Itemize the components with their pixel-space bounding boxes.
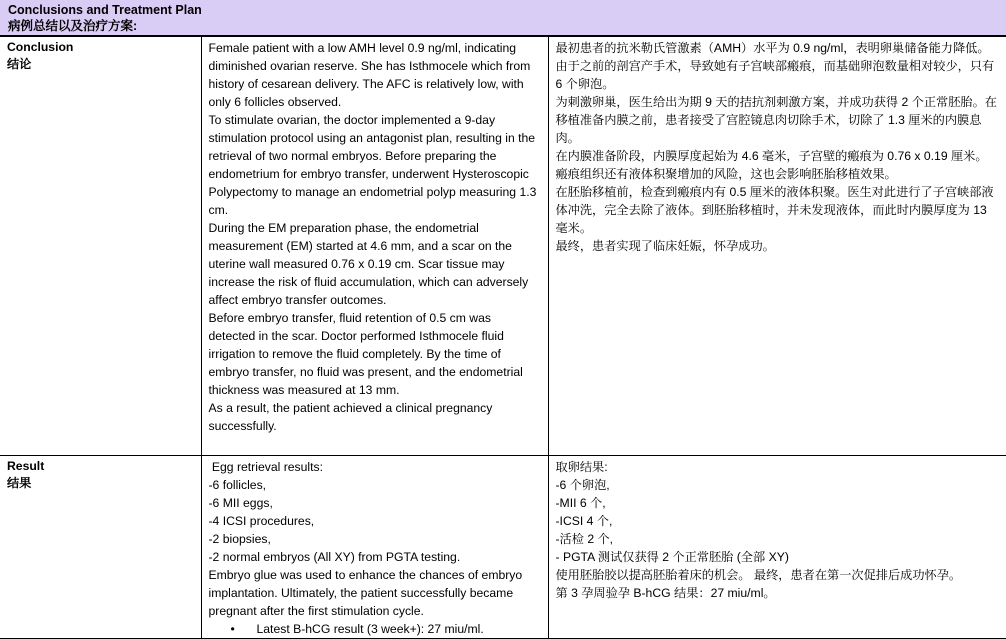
result-english-cell [201,456,548,639]
paragraph: To stimulate ovarian, the doctor implemented a 9-day stimulation protocol using an antagonist plan, resulting in the retrieval of two normal embryos. Before preparing the endometrium for embryo transfer, underwent Hysteroscopic Polypectomy to manage an endometrial polyp measuring 1.3 cm. [208,113,537,217]
section-header [0,0,1006,36]
list-item: -6 follicles, [208,478,267,492]
row-label-zh: 结果 [7,476,32,490]
paragraph: 在内膜准备阶段，内膜厚度起始为 4.6 毫米，子宫壁的瘢痕为 0.76 x 0.19 厘米。瘢痕组织还有液体积聚增加的风险，这也会影响胚胎移植效果。 [555,149,988,181]
paragraph: 第 3 孕周验孕 B-hCG 结果：27 miu/ml。 [555,586,776,600]
paragraph: 最初患者的抗米勒氏管激素（AMH）水平为 0.9 ng/ml，表明卵巢储备能力降低。由于之前的剖宫产手术，导致她有子宫峡部瘢痕，而基础卵泡数量相对较少，只有 6 个卵泡。 [555,41,995,91]
section-title-en: Conclusions and Treatment Plan [8,3,202,17]
paragraph: 在胚胎移植前，检查到瘢痕内有 0.5 厘米的液体积聚。医生对此进行了子宫峡部液体冲洗，完全去除了液体。到胚胎移植时，并未发现液体，而此时内膜厚度为 13 毫米。 [555,185,994,235]
bullet-icon: • [230,622,235,636]
paragraph: 使用胚胎胶以提高胚胎着床的机会。 最终，患者在第一次促排后成功怀孕。 [555,568,962,582]
table-row-conclusion [0,37,1006,456]
conclusion-english-cell [201,37,548,456]
result-chinese-cell [548,456,1006,639]
list-item: -2 biopsies, [208,532,271,546]
paragraph: 为刺激卵巢，医生给出为期 9 天的拮抗剂刺激方案，并成功获得 2 个正常胚胎。在移植准备内膜之前，患者接受了宫腔镜息肉切除手术，切除了 1.3 厘米的内膜息肉。 [555,95,997,145]
paragraph: Before embryo transfer, fluid retention of 0.5 cm was detected in the scar. Doctor performed Isthmocele fluid irrigation to remove the fluid completely. By the time of embryo transfer, no fluid was present, and the endometrial thickness was measured at 13 mm. [208,311,523,397]
list-item: -ICSI 4 个, [555,514,613,528]
paragraph: Embryo glue was used to enhance the chances of embryo implantation. Ultimately, the patient successfully became pregnant after the first stimulation cycle. [208,568,523,618]
paragraph: During the EM preparation phase, the endometrial measurement (EM) started at 4.6 mm, and a scar on the uterine wall measured 0.76 x 0.19 cm. Scar tissue may increase the risk of fluid accumulation, which can adversely affect embryo transfer outcomes. [208,221,529,307]
list-item: -活检 2 个, [555,532,614,546]
paragraph: 最终，患者实现了临床妊娠，怀孕成功。 [555,239,775,253]
row-label-en: Result [7,459,45,473]
section-title-zh: 病例总结以及治疗方案: [8,19,138,33]
row-label-en: Conclusion [7,40,74,54]
row-label-result [0,456,201,639]
conclusion-chinese-cell [548,37,1006,456]
paragraph: Female patient with a low AMH level 0.9 ng/ml, indicating diminished ovarian reserve. She has Isthmocele which from history of cesarean delivery. The AFC is relatively low, with only 6 follicles observed. [208,41,531,109]
paragraph: As a result, the patient achieved a clinical pregnancy successfully. [208,401,493,433]
list-item: -2 normal embryos (All XY) from PGTA testing. [208,550,461,564]
paragraph: 取卵结果: [555,460,608,474]
paragraph: Egg retrieval results: [208,460,323,474]
list-item: -4 ICSI procedures, [208,514,315,528]
row-label-zh: 结论 [7,57,32,71]
table-row-result [0,456,1006,639]
row-label-conclusion [0,37,201,456]
bullet-text: Latest B-hCG result (3 week+): 27 miu/ml. [256,622,484,636]
treatment-table [0,36,1006,639]
list-item: - PGTA 测试仅获得 2 个正常胚胎 (全部 XY) [555,550,789,564]
list-item: -6 MII eggs, [208,496,273,510]
list-item: -MII 6 个, [555,496,606,510]
bullet-item [209,620,541,638]
list-item: -6 个卵泡, [555,478,610,492]
